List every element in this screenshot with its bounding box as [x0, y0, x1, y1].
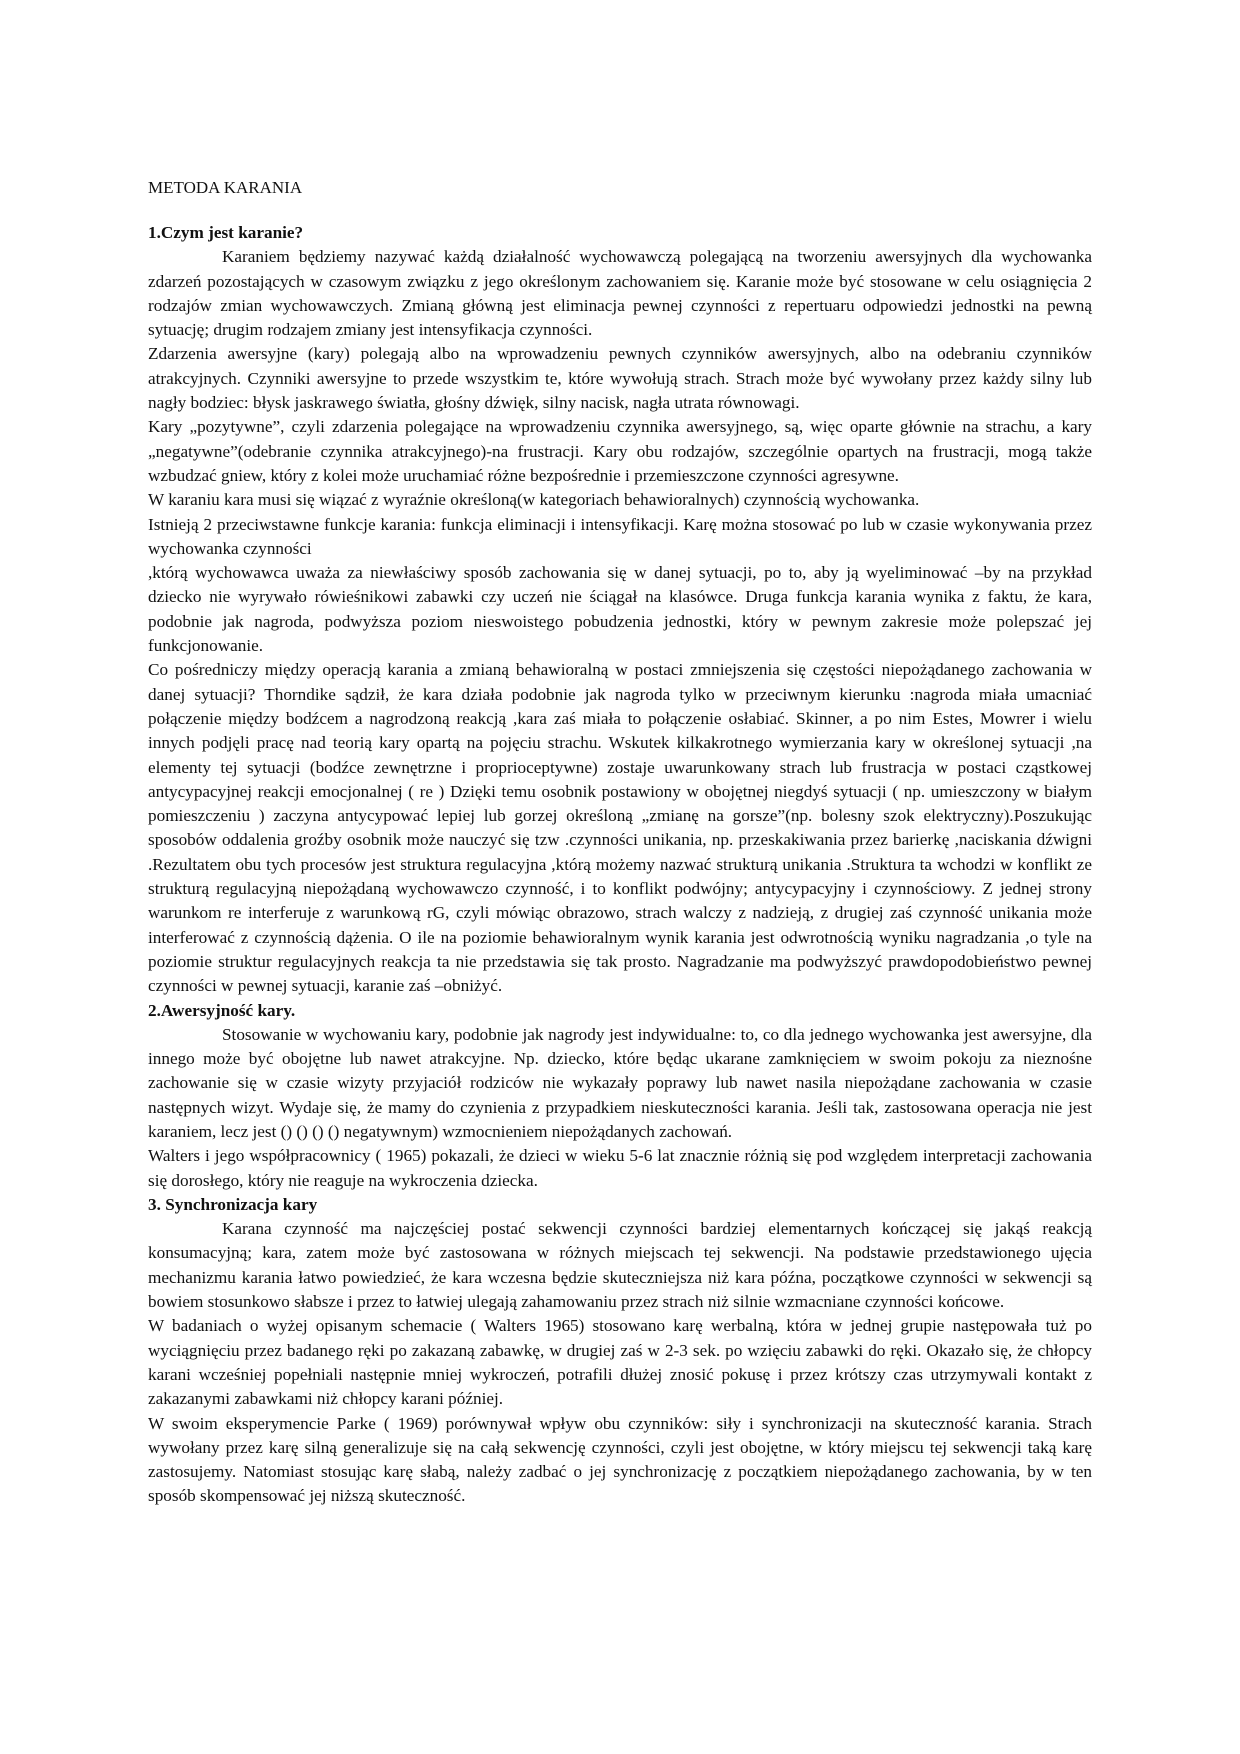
paragraph: Stosowanie w wychowaniu kary, podobnie jak nagrody jest indywidualne: to, co dla jednego wychowanka jest awersyjne, dla innego może być obojętne lub nawet atrakcyjne. Np. dziecko, które będąc ukarane zamknięciem w swoim pokoju za nieznośne zachowanie się w czasie wizyty przyjaciół rodziców nie wykazały poprawy lub nawet nasila niepożądane zachowania w czasie następnych wizyt. Wydaje się, że mamy do czynienia z przypadkiem nieskuteczności karania. Jeśli tak, zastosowana operacja nie jest karaniem, lecz jest () () () () negatywnym) wzmocnieniem niepożądanych zachowań. [148, 1024, 1092, 1141]
paragraph: ,którą wychowawca uważa za niewłaściwy sposób zachowania się w danej sytuacji, po to, aby ją wyeliminować –by na przykład dziecko nie wyrywało rówieśnikowi zabawki czy uczeń nie ściągał na klasówce. Druga funkcja karania wynika z faktu, że kara, podobnie jak nagroda, podwyższa poziom nieswoistego pobudzenia jednostki, który w pewnym zakresie może polepszać jej funkcjonowanie. [148, 563, 1092, 656]
document-title: METODA KARANIA [148, 178, 303, 197]
paragraph: Karana czynność ma najczęściej postać sekwencji czynności bardziej elementarnych kończącej się jakąś reakcją konsumacyjną; kara, zatem może być zastosowana w różnych miejscach tej sekwencji. Na podstawie przedstawionego ujęcia mechanizmu karania łatwo powiedzieć, że kara wczesna będzie skuteczniejsza niż kara późna, początkowe czynności w sekwencji są bowiem stosunkowo słabsze i przez to łatwiej ulegają zahamowaniu przez strach niż silnie wzmacniane czynności końcowe. [148, 1219, 1092, 1312]
paragraph: W karaniu kara musi się wiązać z wyraźnie określoną(w kategoriach behawioralnych) czynnością wychowanka. [148, 490, 920, 510]
paragraph: Istnieją 2 przeciwstawne funkcje karania: funkcja eliminacji i intensyfikacji. Karę można stosować po lub w czasie wykonywania przez wychowanka czynności [148, 514, 1092, 558]
paragraph: Walters i jego współpracownicy ( 1965) pokazali, że dzieci w wieku 5-6 lat znacznie różnią się pod względem interpretacji zachowania się dorosłego, który nie reaguje na wykroczenia dziecka. [148, 1146, 1092, 1190]
paragraph: W swoim eksperymencie Parke ( 1969) porównywał wpływ obu czynników: siły i synchronizacji na skuteczność karania. Strach wywołany przez karę silną generalizuje się na całą sekwencję czynności, czyli jest obojętne, w który miejscu tej sekwencji taką karę zastosujemy. Natomiast stosując karę słabą, należy zadbać o jej synchronizację z początkiem niepożądanego zachowania, by w ten sposób skompensować jej niższą skuteczność. [148, 1413, 1092, 1506]
section-heading: 1.Czym jest karanie? [148, 223, 304, 242]
paragraph: Zdarzenia awersyjne (kary) polegają albo na wprowadzeniu pewnych czynników awersyjnych, albo na odebraniu czynników atrakcyjnych. Czynniki awersyjne to przede wszystkim te, które wywołują strach. Strach może być wywołany przez każdy silny lub nagły bodziec: błysk jaskrawego światła, głośny dźwięk, silny nacisk, nagła utrata równowagi. [148, 344, 1092, 413]
section-czym-jest-karanie [148, 221, 1092, 999]
section-synchronizacja-kary [148, 1193, 1092, 1509]
paragraph: W badaniach o wyżej opisanym schemacie ( Walters 1965) stosowano karę werbalną, która w jednej grupie następowała tuż po wyciągnięciu przez badanego ręki po zakazaną zabawkę, w drugiej zaś w 2-3 sek. po wzięciu zabawki do ręki. Okazało się, że chłopcy karani wcześniej popełniali następnie mniej wykroczeń, potrafili dłużej znosić pokusę i przez krótszy czas utrzymywali kontakt z zakazanymi zabawkami niż chłopcy karani później. [148, 1316, 1092, 1409]
paragraph: Co pośredniczy między operacją karania a zmianą behawioralną w postaci zmniejszenia się częstości niepożądanego zachowania w danej sytuacji? Thorndike sądził, że kara działa podobnie jak nagroda tylko w przeciwnym kierunku :nagroda miała umacniać połączenie między bodźcem a nagrodzoną reakcją ,kara zaś miała to połączenie osłabiać. Skinner, a po nim Estes, Mowrer i wielu innych podjęli pracę nad teorią kary opartą na pojęciu strachu. Wskutek kilkakrotnego wymierzania kary w określonej sytuacji ,na elementy tej sytuacji (bodźce zewnętrzne i proprioceptywne) zostaje uwarunkowany strach lub frustracja w postaci cząstkowej antycypacyjnej reakcji emocjonalnej ( re ) Dzięki temu osobnik postawiony w obojętnej niegdyś sytuacji ( np. umieszczony w białym pomieszczeniu ) zaczyna antycypować lepiej lub gorzej określoną „zmianę na gorsze”(np. bolesny szok elektryczny).Poszukując sposobów oddalenia groźby osobnik może nauczyć się tzw .czynności unikania, np. przeskakiwania przez barierkę ,naciskania dźwigni .Rezultatem obu tych procesów jest struktura regulacyjna ,którą możemy nazwać strukturą unikania .Struktura ta wchodzi w konflikt ze strukturą regulacyjną niepożądaną wychowawczo czynność, i to konflikt podwójny; antycypacyjny i czynnościowy. Z jednej strony warunkom re interferuje z warunkową rG, czyli mówiąc obrazowo, strach walczy z nadzieją, z drugiej zaś czynność unikania może interferować z czynnością dążenia. O ile na poziomie behawioralnym wynik karania jest odwrotnością wyniku nagradzania ,o tyle na poziomie struktur regulacyjnych reakcja ta nie przedstawia się tak prosto. Nagradzanie ma podwyższyć prawdopodobieństwo pewnej czynności w pewnej sytuacji, karanie zaś –obniżyć. [148, 660, 1092, 996]
section-awersyjnosc-kary [148, 999, 1092, 1193]
paragraph: Kary „pozytywne”, czyli zdarzenia polegające na wprowadzeniu czynnika awersyjnego, są, więc oparte głównie na strachu, a kary „negatywne”(odebranie czynnika atrakcyjnego)-na frustracji. Kary obu rodzajów, szczególnie opartych na frustracji, mogą także wzbudzać gniew, który z kolei może uruchamiać różne bezpośrednie i przemieszczone czynności agresywne. [148, 417, 1092, 485]
section-heading: 3. Synchronizacja kary [148, 1194, 318, 1214]
section-heading: 2.Awersyjność kary. [148, 1000, 296, 1020]
paragraph: Karaniem będziemy nazywać każdą działalność wychowawczą polegającą na tworzeniu awersyjnych dla wychowanka zdarzeń pozostających w czasowym związku z jego określonym zachowaniem się. Karanie może być stosowane w celu osiągnięcia 2 rodzajów zmian wychowawczych. Zmianą główną jest eliminacja pewnej czynności z repertuaru odpowiedzi jednostki na pewną sytuację; drugim rodzajem zmiany jest intensyfikacja czynności. [148, 247, 1092, 340]
